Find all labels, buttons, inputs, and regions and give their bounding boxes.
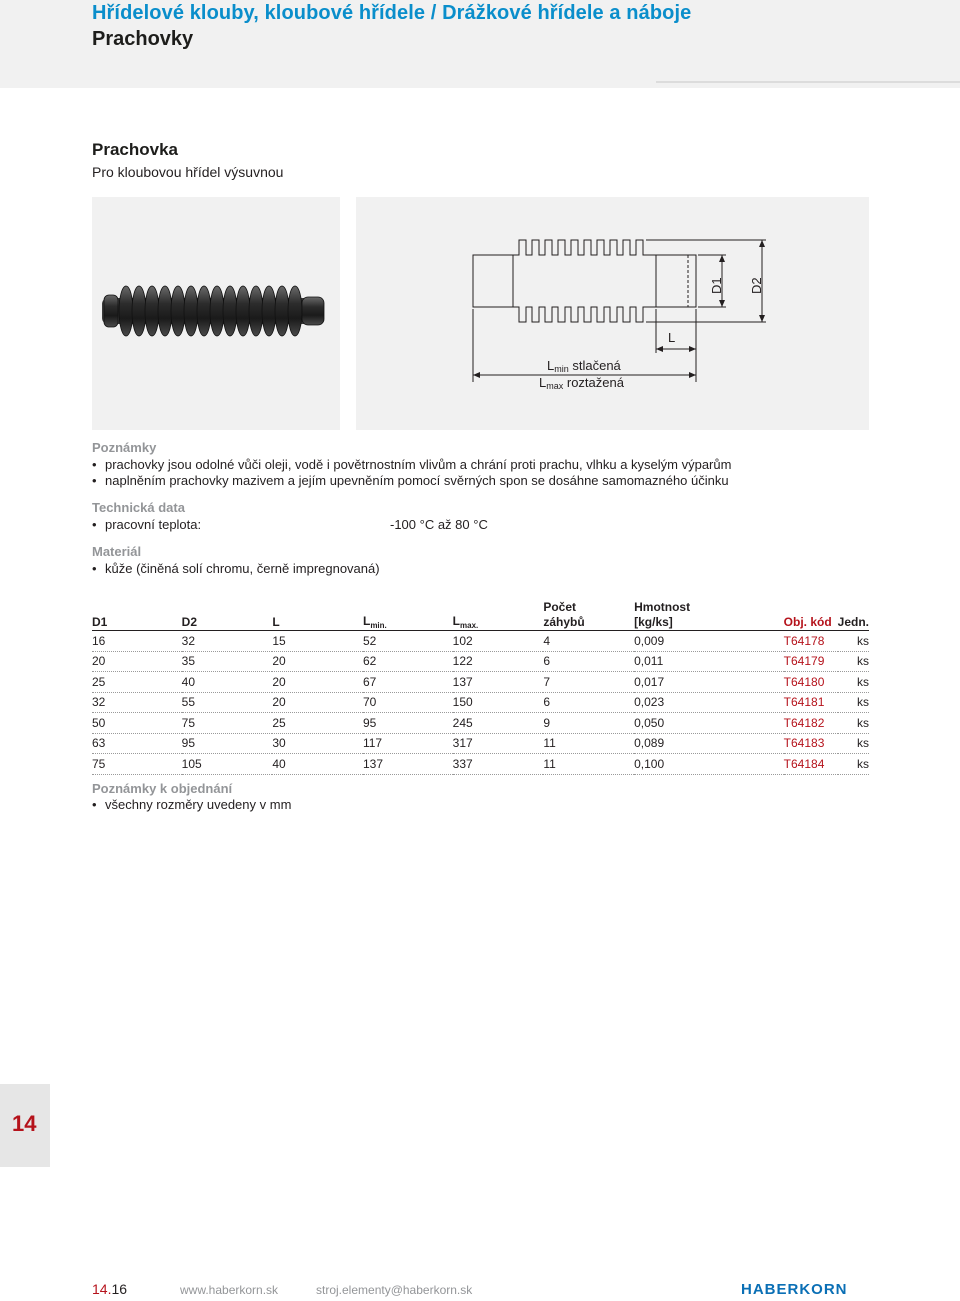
cell-order-code: T64179 [784, 651, 838, 672]
col-header-l: L [272, 592, 363, 631]
cell-order-code: T64184 [784, 754, 838, 775]
product-photo [92, 197, 340, 430]
company-logo: HABERKORN [741, 1281, 848, 1298]
col-header-d1: D1 [92, 592, 182, 631]
cell-folds: 4 [543, 631, 634, 652]
lmin-subscript: min [554, 364, 569, 374]
bullet-icon: • [92, 561, 97, 576]
cell-l: 40 [272, 754, 363, 775]
order-notes-heading: Poznámky k objednání [92, 781, 233, 796]
footer-email-link[interactable]: stroj.elementy@haberkorn.sk [316, 1283, 473, 1297]
bullet-icon: • [92, 517, 97, 532]
order-notes-item [92, 797, 291, 812]
bullet-icon: • [92, 457, 97, 472]
cell-lmax: 317 [453, 733, 544, 754]
material-item [92, 561, 380, 576]
cell-d2: 95 [182, 733, 273, 754]
table-body [92, 631, 869, 775]
material-heading: Materiál [92, 544, 142, 559]
lmin-letter: L [547, 358, 555, 373]
chapter-tab [0, 1084, 50, 1167]
cell-l: 25 [272, 713, 363, 734]
header-rule [656, 81, 960, 83]
dim-label-l: L [668, 330, 676, 345]
lmax-letter: L [539, 375, 547, 390]
dim-label-d1: D1 [709, 277, 724, 294]
notes-item [92, 473, 729, 488]
lmin-letter: L [362, 614, 371, 628]
footer-page: 16 [111, 1281, 128, 1297]
notes-item [92, 457, 731, 472]
cell-l: 30 [272, 733, 363, 754]
chapter-number: 14 [12, 1111, 37, 1136]
cell-lmax: 337 [453, 754, 544, 775]
cell-unit: ks [838, 692, 869, 713]
cell-folds: 9 [543, 713, 634, 734]
cell-folds: 7 [543, 672, 634, 693]
cell-weight: 0,100 [634, 754, 784, 775]
header-title: Hřídelové klouby, kloubové hřídele / Drážkové hřídele a náboje [92, 2, 692, 24]
col-header-lmax [453, 592, 544, 631]
table-row [92, 754, 869, 775]
cell-unit: ks [838, 754, 869, 775]
weight-line1: Hmotnost [634, 600, 691, 614]
cell-lmax: 102 [453, 631, 544, 652]
bellows-photo-image [92, 197, 340, 430]
cell-folds: 6 [543, 651, 634, 672]
cell-d1: 25 [92, 672, 182, 693]
cell-d1: 63 [92, 733, 182, 754]
table-row [92, 692, 869, 713]
cell-l: 20 [272, 672, 363, 693]
cell-order-code: T64183 [784, 733, 838, 754]
cell-weight: 0,009 [634, 631, 784, 652]
dim-label-lmax [539, 375, 624, 390]
cell-order-code: T64181 [784, 692, 838, 713]
weight-line2: [kg/ks] [634, 615, 673, 629]
cell-order-code: T64180 [784, 672, 838, 693]
footer-website-link[interactable]: www.haberkorn.sk [180, 1283, 279, 1297]
technical-value: -100 °C až 80 °C [390, 517, 488, 532]
technical-label: pracovní teplota: [105, 517, 202, 532]
cell-unit: ks [838, 713, 869, 734]
table-row [92, 672, 869, 693]
bullet-icon: • [92, 797, 97, 812]
cell-folds: 11 [543, 733, 634, 754]
section-subtitle: Pro kloubovou hřídel výsuvnou [92, 164, 284, 180]
product-table [92, 592, 869, 775]
cell-folds: 6 [543, 692, 634, 713]
folds-line1: Počet [543, 600, 577, 614]
notes-heading: Poznámky [92, 440, 157, 455]
cell-lmin: 70 [363, 692, 453, 713]
technical-item [92, 517, 492, 532]
table-row [92, 651, 869, 672]
cell-weight: 0,089 [634, 733, 784, 754]
col-header-weight [634, 592, 784, 631]
cell-d1: 16 [92, 631, 182, 652]
lmin-text: stlačená [568, 358, 621, 373]
table-header-row [92, 592, 869, 631]
cell-unit: ks [838, 733, 869, 754]
col-header-lmin [363, 592, 453, 631]
cell-d1: 75 [92, 754, 182, 775]
table-row [92, 733, 869, 754]
cell-d2: 35 [182, 651, 273, 672]
cell-d2: 55 [182, 692, 273, 713]
cell-unit: ks [838, 672, 869, 693]
header-band [0, 0, 960, 88]
cell-lmax: 150 [453, 692, 544, 713]
folds-line2: záhybů [543, 615, 585, 629]
notes-item-text: naplněním prachovky mazivem a jejím upevněním pomocí svěrných spon se dosáhne samomazného účinku [105, 473, 729, 488]
cell-d1: 32 [92, 692, 182, 713]
cell-d1: 20 [92, 651, 182, 672]
footer-chapter: 14. [92, 1281, 112, 1297]
cell-weight: 0,011 [634, 651, 784, 672]
cell-order-code: T64178 [784, 631, 838, 652]
col-header-d2: D2 [182, 592, 273, 631]
cell-order-code: T64182 [784, 713, 838, 734]
cell-folds: 11 [543, 754, 634, 775]
bullet-icon: • [92, 473, 97, 488]
lmax-subscript: max [546, 381, 564, 391]
cell-lmin: 62 [363, 651, 453, 672]
cell-lmin: 117 [363, 733, 453, 754]
header-subtitle: Prachovky [92, 28, 194, 50]
material-item-text: kůže (činěná solí chromu, černě impregnovaná) [105, 561, 380, 576]
cell-weight: 0,017 [634, 672, 784, 693]
cell-lmax: 245 [453, 713, 544, 734]
cell-lmax: 137 [453, 672, 544, 693]
col-header-unit: Jedn. [838, 592, 869, 631]
bellows-drawing [356, 197, 869, 430]
footer-page-number [92, 1281, 127, 1297]
cell-weight: 0,050 [634, 713, 784, 734]
lmax-text: roztažená [563, 375, 624, 390]
lmax-subscript: max. [460, 621, 479, 630]
cell-d2: 105 [182, 754, 273, 775]
cell-l: 20 [272, 651, 363, 672]
cell-lmin: 52 [363, 631, 453, 652]
cell-d2: 32 [182, 631, 273, 652]
notes-item-text: prachovky jsou odolné vůči oleji, vodě i povětrnostním vlivům a chrání proti prachu, vlhku a kyselým výparům [105, 457, 732, 472]
technical-heading: Technická data [92, 500, 185, 515]
dim-label-lmin [547, 358, 621, 373]
cell-l: 15 [272, 631, 363, 652]
cell-unit: ks [838, 651, 869, 672]
cell-d2: 40 [182, 672, 273, 693]
cell-l: 20 [272, 692, 363, 713]
cell-unit: ks [838, 631, 869, 652]
col-header-folds [543, 592, 634, 631]
cell-lmin: 67 [363, 672, 453, 693]
technical-drawing [356, 197, 869, 430]
dim-label-d2: D2 [749, 277, 764, 294]
cell-d2: 75 [182, 713, 273, 734]
cell-lmax: 122 [453, 651, 544, 672]
cell-lmin: 95 [363, 713, 453, 734]
table-row [92, 631, 869, 652]
section-title: Prachovka [92, 140, 178, 159]
col-header-code: Obj. kód [784, 592, 838, 631]
lmax-letter: L [452, 614, 460, 628]
order-notes-text: všechny rozměry uvedeny v mm [105, 797, 292, 812]
cell-d1: 50 [92, 713, 182, 734]
lmin-subscript: min. [370, 621, 387, 630]
cell-weight: 0,023 [634, 692, 784, 713]
cell-lmin: 137 [363, 754, 453, 775]
table-row [92, 713, 869, 734]
